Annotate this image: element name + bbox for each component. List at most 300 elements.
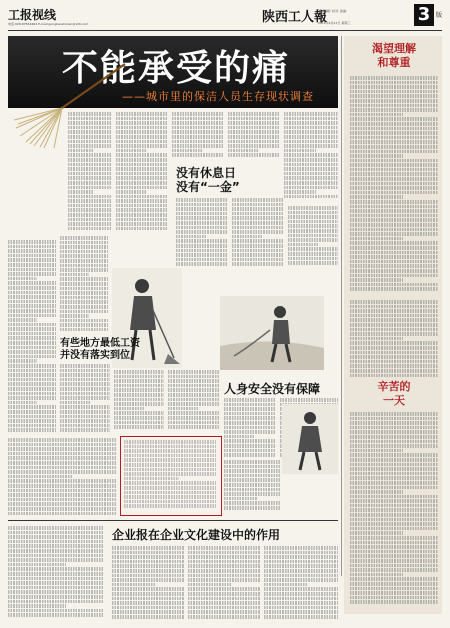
text-line [232,226,284,230]
text-line [8,466,116,470]
text-line [116,126,168,130]
text-line [8,484,116,488]
text-line [112,564,184,568]
text-line [228,149,259,153]
article-column [228,112,280,162]
text-line [228,126,280,130]
text-line [350,337,403,341]
text-line [8,544,104,548]
text-line [8,245,56,249]
text-line [8,364,56,368]
text-line [288,252,338,256]
text-line [176,226,228,230]
text-line [350,486,438,490]
article-column [288,206,338,268]
text-line [350,200,438,204]
text-line [68,176,112,180]
text-line [224,497,258,501]
text-line [68,167,112,171]
main-headline: 不能承受的痛 [62,48,291,89]
text-line [232,230,284,234]
text-line [350,559,438,563]
text-line [116,153,168,157]
text-line [350,554,438,558]
text-line [350,440,438,444]
text-line [350,522,438,526]
text-line [224,430,276,434]
text-line [284,144,338,148]
text-line [60,319,108,323]
text-line [68,213,112,217]
text-line [124,445,216,449]
text-line [116,227,168,231]
text-line [172,121,224,125]
text-line [112,606,184,610]
text-line [60,387,110,391]
article-column [176,198,228,268]
text-line [114,411,164,415]
text-line [8,613,104,617]
masthead-rule [8,30,442,31]
text-line [264,592,338,596]
text-line [350,113,403,117]
text-line [228,140,280,144]
text-line [60,250,108,254]
text-line [228,153,280,157]
text-line [8,291,56,295]
text-line [350,186,438,190]
text-line [8,609,104,613]
text-line [232,221,284,225]
text-line [168,407,199,411]
text-line [350,122,438,126]
text-line [350,472,438,476]
text-line [228,117,280,121]
text-line [124,504,216,508]
text-line [350,223,438,227]
text-line [264,555,338,559]
text-line [60,401,90,405]
text-line [350,430,438,434]
text-line [176,253,228,257]
text-line [112,574,184,578]
text-line [350,364,438,368]
text-line [264,601,338,605]
text-line [350,318,438,322]
text-line [284,149,316,153]
text-line [264,574,338,578]
text-line [168,370,220,374]
text-line [350,140,438,144]
text-line [350,246,438,250]
sidebar-text [350,300,438,380]
text-line [176,244,228,248]
text-line [350,214,438,218]
text-line [114,407,144,411]
text-line [350,191,438,195]
text-line [224,416,276,420]
text-line [116,167,168,171]
article-column [8,438,116,518]
text-line [188,592,260,596]
text-line [60,410,110,414]
text-line [350,99,438,103]
text-line [172,112,224,116]
text-line [124,463,216,467]
text-line [8,286,56,290]
text-line [176,198,228,202]
text-line [224,474,280,478]
text-line [8,268,56,272]
text-line [8,396,56,400]
text-line [8,392,56,396]
text-line [124,468,216,472]
text-line [224,453,276,457]
text-line [350,145,438,149]
text-line [350,177,438,181]
text-line [60,424,110,428]
text-line [284,153,338,157]
text-line [188,574,260,578]
text-line [8,493,116,497]
text-line [224,506,280,510]
text-line [176,203,228,207]
text-line [8,382,56,386]
footer-column [8,526,104,620]
text-line [350,283,438,287]
text-line [350,374,438,378]
text-line [350,81,438,85]
text-line [350,269,438,273]
text-line [60,419,110,423]
text-line [8,378,56,382]
text-line [284,158,338,162]
subheadline-safety: 人身安全没有保障 [224,382,321,396]
text-line [176,230,228,234]
text-line [68,190,94,194]
text-line [232,212,284,216]
text-line [8,438,116,442]
text-line [168,416,220,420]
text-line [172,130,224,134]
text-line [8,456,116,460]
text-line [114,416,164,420]
text-line [8,254,56,258]
text-line [168,398,220,402]
worker-cleaning-photo [282,404,338,474]
text-line [8,419,56,423]
text-line [8,595,104,599]
sidebar-text [350,76,438,296]
text-line [112,615,184,619]
text-line [284,190,316,194]
text-line [116,190,147,194]
text-line [116,218,168,222]
text-line [188,610,260,614]
text-line [176,221,228,225]
text-line [350,600,438,604]
text-line [188,546,260,550]
text-line [288,206,338,210]
text-line [284,186,338,190]
text-line [350,531,403,535]
text-line [8,502,116,506]
text-line [350,154,403,158]
article-column [224,460,280,514]
text-line [112,601,184,605]
text-line [8,410,56,414]
text-line [288,229,338,233]
text-line [350,421,438,425]
text-line [8,443,116,447]
text-line [176,207,228,211]
text-line [60,328,108,332]
text-line [68,163,112,167]
text-line [8,540,104,544]
text-line [8,401,37,405]
text-line [124,495,216,499]
text-line [350,412,438,416]
text-line [60,364,110,368]
text-line [350,360,438,364]
text-line [60,392,110,396]
text-line [188,601,260,605]
text-line [116,213,168,217]
text-line [116,130,168,134]
text-line [68,140,112,144]
text-line [116,172,168,176]
text-line [284,130,338,134]
text-line [68,218,112,222]
text-line [8,452,116,456]
text-line [350,499,438,503]
text-line [350,127,438,131]
text-line [114,393,164,397]
text-line [60,282,108,286]
text-line [68,117,112,121]
text-line [60,310,108,314]
text-line [264,610,338,614]
text-line [68,172,112,176]
text-line [114,384,164,388]
text-line [8,586,104,590]
article-column [60,364,110,434]
text-line [116,195,168,199]
text-line [264,597,338,601]
text-line [116,121,168,125]
text-line [350,172,438,176]
sidebar-title-day: 辛苦的 一天 [377,380,411,407]
text-line [8,554,104,558]
text-line [112,560,184,564]
text-line [284,181,338,185]
text-line [124,486,216,490]
text-line [224,398,276,402]
text-line [68,130,112,134]
text-line [264,615,338,619]
text-line [8,277,37,281]
text-line [8,341,56,345]
text-line [60,415,110,419]
text-line [124,481,216,485]
text-line [112,578,184,582]
text-line [350,591,438,595]
text-line [284,163,338,167]
text-line [8,558,104,562]
text-line [60,300,108,304]
text-line [350,232,438,236]
text-line [350,278,403,282]
text-line [68,199,112,203]
text-line [350,309,438,313]
editor-info: 本版编辑: 校对: 美编: [318,9,347,13]
text-line [68,181,112,185]
text-line [350,467,438,471]
text-line [8,424,56,428]
text-line [172,144,224,148]
text-line [350,328,438,332]
text-line [68,126,112,130]
text-line [228,112,280,116]
text-line [350,104,438,108]
text-line [172,117,224,121]
text-line [224,478,280,482]
text-line [116,135,168,139]
text-line [60,396,110,400]
text-line [232,262,284,266]
text-line [124,454,216,458]
text-line [8,563,66,567]
text-line [60,236,108,240]
text-line [350,550,438,554]
text-line [350,577,438,581]
text-line [8,479,116,483]
text-line [124,440,216,444]
text-line [116,204,168,208]
text-line [350,241,438,245]
text-line [264,560,338,564]
text-line [114,375,164,379]
text-line [8,346,56,350]
text-line [8,405,56,409]
text-line [176,235,207,239]
text-line [68,222,112,226]
text-line [188,564,260,568]
text-line [188,555,260,559]
text-line [8,327,56,331]
text-line [350,108,438,112]
text-line [350,195,403,199]
text-line [8,604,66,608]
text-line [60,291,108,295]
footer-column [188,546,260,620]
text-line [224,460,280,464]
text-line [288,261,338,265]
text-line [8,470,116,474]
text-line [350,582,438,586]
text-line [8,309,56,313]
text-line [188,560,260,564]
text-line [168,379,220,383]
text-line [350,587,438,591]
subheadline-rest-day: 没有休息日 没有“一金” [176,166,240,194]
text-line [350,94,438,98]
text-line [176,249,228,253]
text-line [350,159,438,163]
text-line [8,512,116,516]
sidebar-title-respect: 渴望理解 和尊重 [372,42,416,69]
text-line [60,314,89,318]
text-line [350,251,438,255]
text-line [350,76,438,80]
text-line [350,323,438,327]
text-line [350,287,438,291]
text-line [68,153,112,157]
text-line [8,531,104,535]
text-line [350,274,438,278]
footer-rule [8,520,338,521]
text-line [114,398,164,402]
article-column [284,112,338,202]
text-line [8,577,104,581]
text-line [188,606,260,610]
text-line [60,405,110,409]
text-line [8,387,56,391]
text-line [224,465,280,469]
text-line [60,254,108,258]
text-line [224,444,276,448]
text-line [168,402,220,406]
text-line [60,273,89,277]
text-line [188,551,260,555]
text-line [232,258,284,262]
text-line [350,131,438,135]
text-line [8,475,73,479]
text-line [224,492,280,496]
text-line [112,592,184,596]
text-line [8,240,56,244]
text-line [112,551,184,555]
text-line [232,235,263,239]
text-line [68,112,112,116]
text-line [8,355,56,359]
text-line [232,239,284,243]
text-line [116,163,168,167]
commentary-text [124,440,216,510]
footer-headline: 企业报在企业文化建设中的作用 [112,528,281,542]
text-line [288,257,338,261]
text-line [112,610,184,614]
text-line [172,140,224,144]
text-line [8,428,56,432]
text-line [8,323,56,327]
text-line [8,461,116,465]
text-line [288,243,318,247]
text-line [60,369,110,373]
text-line [350,117,438,121]
section-title: 工报视线 [8,8,57,22]
sidebar-text [350,412,438,608]
text-line [60,428,110,432]
text-line [68,204,112,208]
text-line [350,314,438,318]
text-line [350,564,438,568]
text-line [350,332,438,336]
text-line [350,260,438,264]
text-line [350,237,403,241]
text-line [116,208,168,212]
text-line [60,264,108,268]
